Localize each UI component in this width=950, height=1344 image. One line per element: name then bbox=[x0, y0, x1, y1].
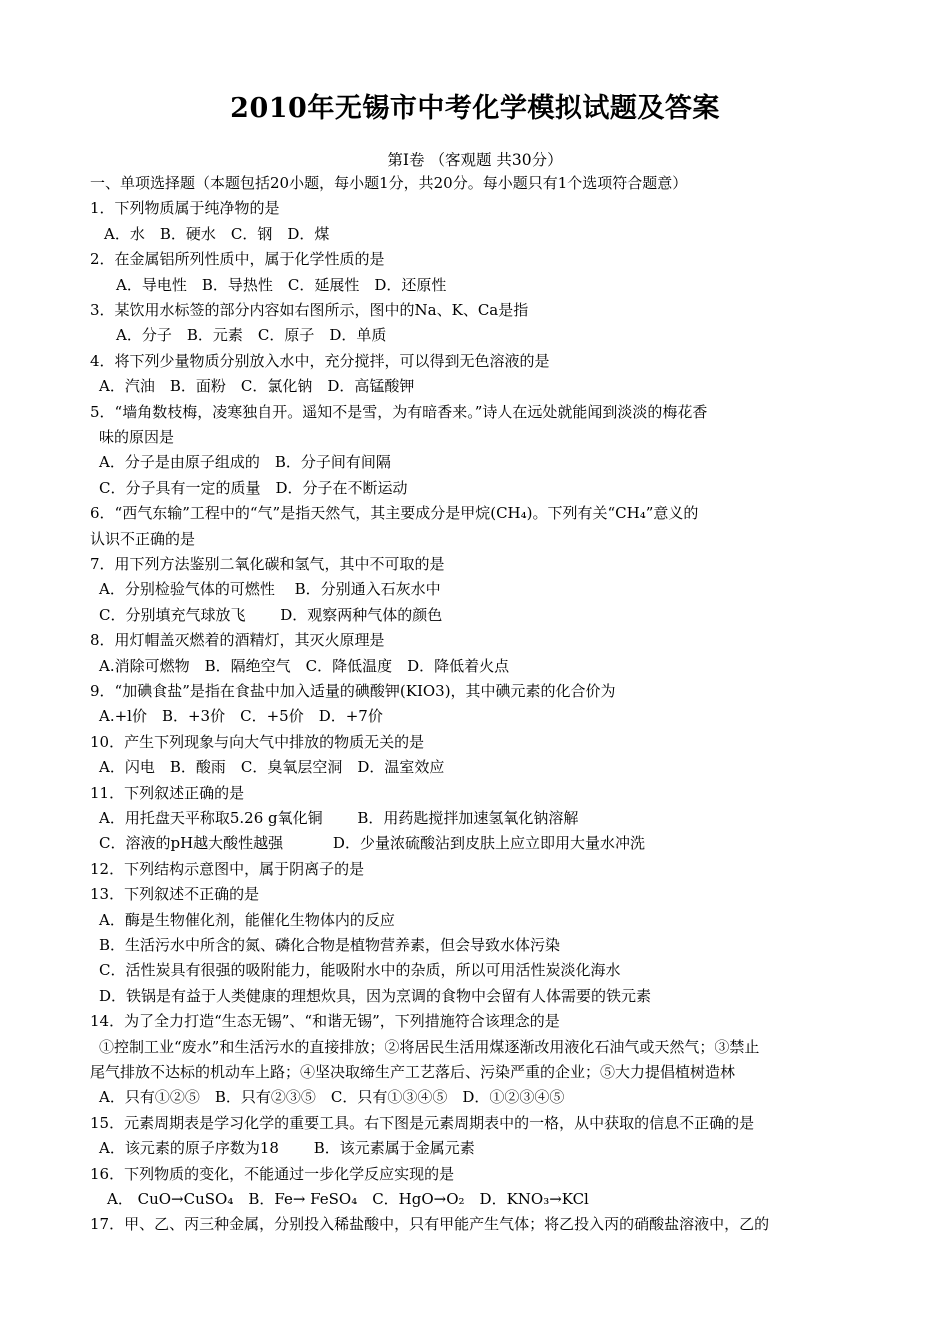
text-line: C．分别填充气球放飞 D．观察两种气体的颜色 bbox=[99, 606, 443, 624]
text-line: A． CuO→CuSO₄ B．Fe→ FeSO₄ C．HgO→O₂ D．KNO₃→KCl bbox=[107, 1190, 589, 1208]
text-line: 9．“加碘食盐”是指在食盐中加入适量的碘酸钾(KIO3)，其中碘元素的化合价为 bbox=[90, 682, 616, 700]
text-line: ①控制工业“废水”和生活污水的直接排放；②将居民生活用煤逐渐改用液化石油气或天然气；③禁止 bbox=[99, 1038, 760, 1056]
text-line: 12．下列结构示意图中，属于阴离子的是 bbox=[90, 860, 365, 878]
text-line: 一、单项选择题（本题包括20小题，每小题1分，共20分。每小题只有1个选项符合题意） bbox=[90, 174, 688, 192]
text-line: A．汽油 B．面粉 C．氯化钠 D．高锰酸钾 bbox=[99, 377, 415, 395]
text-line: A．分别检验气体的可燃性 B．分别通入石灰水中 bbox=[99, 580, 441, 598]
text-line: 17．甲、乙、丙三种金属，分别投入稀盐酸中，只有甲能产生气体；将乙投入丙的硝酸盐溶液中，乙的 bbox=[90, 1215, 770, 1233]
text-line: 认识不正确的是 bbox=[90, 530, 196, 548]
section-subtitle: 第I卷 （客观题 共30分） bbox=[387, 151, 563, 169]
text-line: A．只有①②⑤ B．只有②③⑤ C．只有①③④⑤ D．①②③④⑤ bbox=[99, 1088, 565, 1106]
text-line: 2．在金属铝所列性质中，属于化学性质的是 bbox=[90, 250, 385, 268]
text-line: A．该元素的原子序数为18 B．该元素属于金属元素 bbox=[99, 1139, 475, 1157]
text-line: C．溶液的pH越大酸性越强 D．少量浓硫酸沾到皮肤上应立即用大量水冲洗 bbox=[99, 834, 645, 852]
text-line: 10．产生下列现象与向大气中排放的物质无关的是 bbox=[90, 733, 425, 751]
text-line: A．分子 B．元素 C．原子 D．单质 bbox=[116, 326, 387, 344]
text-line: A．分子是由原子组成的 B．分子间有间隔 bbox=[99, 453, 391, 471]
text-line: A．水 B．硬水 C．钢 D．煤 bbox=[104, 225, 330, 243]
page-title: 2010年无锡市中考化学模拟试题及答案 bbox=[230, 93, 720, 124]
text-line: A．用托盘天平称取5.26 g氧化铜 B．用药匙搅拌加速氢氧化钠溶解 bbox=[99, 809, 579, 827]
text-line: 4．将下列少量物质分别放入水中，充分搅拌，可以得到无色溶液的是 bbox=[90, 352, 550, 370]
text-line: 1．下列物质属于纯净物的是 bbox=[90, 199, 280, 217]
text-line: 16．下列物质的变化，不能通过一步化学反应实现的是 bbox=[90, 1165, 455, 1183]
text-line: D．铁锅是有益于人类健康的理想炊具，因为烹调的食物中会留有人体需要的铁元素 bbox=[99, 987, 652, 1005]
text-line: 5．“墙角数枝梅，凌寒独自开。遥知不是雪，为有暗香来。”诗人在远处就能闻到淡淡的梅花香 bbox=[90, 403, 708, 421]
text-line: A．酶是生物催化剂，能催化生物体内的反应 bbox=[99, 911, 395, 929]
text-line: B．生活污水中所含的氮、磷化合物是植物营养素，但会导致水体污染 bbox=[99, 936, 561, 954]
text-line: C．活性炭具有很强的吸附能力，能吸附水中的杂质，所以可用活性炭淡化海水 bbox=[99, 961, 621, 979]
text-line: C．分子具有一定的质量 D．分子在不断运动 bbox=[99, 479, 408, 497]
text-line: 尾气排放不达标的机动车上路；④坚决取缔生产工艺落后、污染严重的企业；⑤大力提倡植树造林 bbox=[90, 1063, 736, 1081]
text-line: 13．下列叙述不正确的是 bbox=[90, 885, 260, 903]
text-line: A．闪电 B．酸雨 C．臭氧层空洞 D．温室效应 bbox=[99, 758, 445, 776]
text-line: 15．元素周期表是学习化学的重要工具。右下图是元素周期表中的一格，从中获取的信息不正确的是 bbox=[90, 1114, 755, 1132]
text-line: 14．为了全力打造“生态无锡”、“和谐无锡”，下列措施符合该理念的是 bbox=[90, 1012, 560, 1030]
text-line: 3．某饮用水标签的部分内容如右图所示，图中的Na、K、Ca是指 bbox=[90, 301, 529, 319]
text-line: A.+l价 B．+3价 C．+5价 D．+7价 bbox=[99, 707, 383, 725]
text-line: 11．下列叙述正确的是 bbox=[90, 784, 245, 802]
text-line: A.消除可燃物 B．隔绝空气 C．降低温度 D．降低着火点 bbox=[99, 657, 510, 675]
text-line: 8．用灯帽盖灭燃着的酒精灯，其灭火原理是 bbox=[90, 631, 385, 649]
text-line: 味的原因是 bbox=[99, 428, 175, 446]
text-line: 6．“西气东输”工程中的“气”是指天然气，其主要成分是甲烷(CH₄)。下列有关“CH₄”意义的 bbox=[90, 504, 699, 522]
text-line: A．导电性 B．导热性 C．延展性 D．还原性 bbox=[116, 276, 447, 294]
text-line: 7．用下列方法鉴别二氧化碳和氢气，其中不可取的是 bbox=[90, 555, 445, 573]
